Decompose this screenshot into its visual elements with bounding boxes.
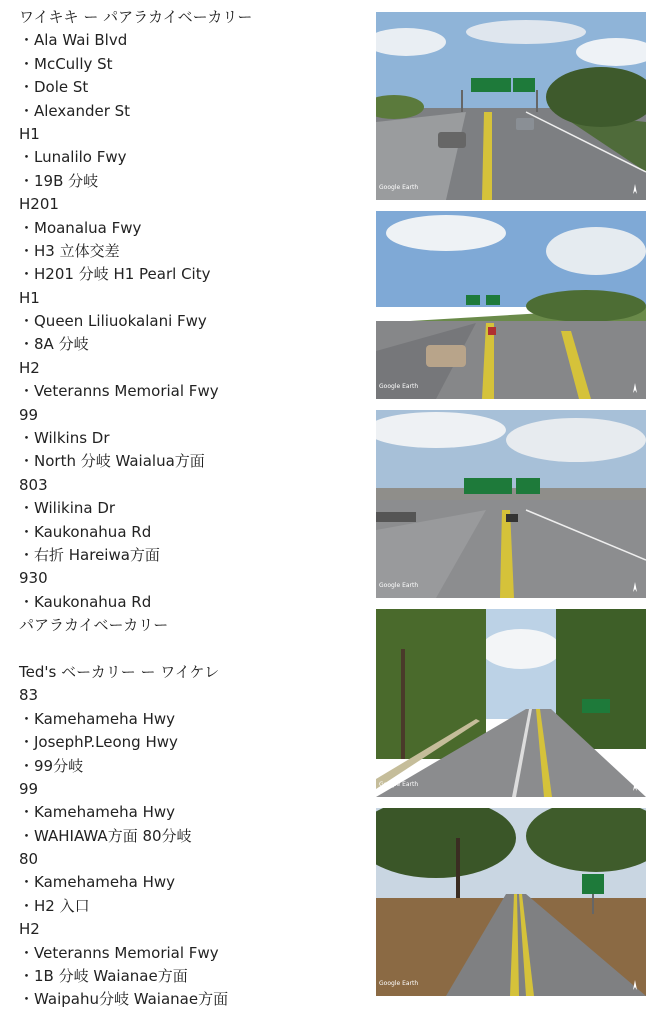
route-line: ・Wilkins Dr bbox=[19, 429, 110, 448]
compass-icon bbox=[630, 781, 640, 791]
route-line: ・Dole St bbox=[19, 78, 89, 97]
google-earth-watermark: Google Earth bbox=[379, 781, 419, 788]
compass-icon bbox=[630, 184, 640, 194]
compass-icon bbox=[630, 383, 640, 393]
route-line: 80 bbox=[19, 850, 39, 869]
route-line: ・8A 分岐 bbox=[19, 335, 89, 354]
route-line: ・Ala Wai Blvd bbox=[19, 31, 128, 50]
route-line: ・Moanalua Fwy bbox=[19, 218, 142, 237]
route-line: ・Veteranns Memorial Fwy bbox=[19, 382, 219, 401]
street-view-photo-4 bbox=[376, 609, 646, 797]
route-line: ・McCully St bbox=[19, 54, 113, 73]
google-earth-watermark: Google Earth bbox=[379, 582, 419, 589]
route-line: ・Waipahu分岐 Waianae方面 bbox=[19, 990, 229, 1009]
route-line: ・右折 Hareiwa方面 bbox=[19, 545, 160, 564]
google-earth-watermark: Google Earth bbox=[379, 980, 419, 987]
route-line: ・WAHIAWA方面 80分岐 bbox=[19, 826, 192, 845]
google-earth-watermark: Google Earth bbox=[379, 184, 419, 191]
google-earth-watermark: Google Earth bbox=[379, 383, 419, 390]
route-line: パアラカイベーカリー bbox=[19, 616, 169, 635]
route-line: H201 bbox=[19, 195, 59, 214]
route-line bbox=[19, 638, 359, 661]
route-line: ・Lunalilo Fwy bbox=[19, 148, 127, 167]
street-view-photo-3 bbox=[376, 410, 646, 598]
route-line: 83 bbox=[19, 686, 39, 705]
route-line: H2 bbox=[19, 920, 40, 939]
route-line: Ted's ベーカリー ー ワイケレ bbox=[19, 662, 220, 681]
route-line: H1 bbox=[19, 288, 40, 307]
route-text-list bbox=[19, 6, 359, 1012]
route-line: ・Wilikina Dr bbox=[19, 499, 116, 518]
route-line: H1 bbox=[19, 124, 40, 143]
route-line: ・Kamehameha Hwy bbox=[19, 709, 176, 728]
route-line: ・Kaukonahua Rd bbox=[19, 522, 152, 541]
route-line: ワイキキ ー パアラカイベーカリー bbox=[19, 8, 253, 26]
route-line: ・H2 入口 bbox=[19, 896, 90, 915]
street-view-photo-1 bbox=[376, 12, 646, 200]
route-line: 930 bbox=[19, 569, 48, 588]
compass-icon bbox=[630, 582, 640, 592]
street-view-photo-2 bbox=[376, 211, 646, 399]
route-line: ・H201 分岐 H1 Pearl City bbox=[19, 265, 211, 284]
route-line: ・Kaukonahua Rd bbox=[19, 592, 152, 611]
route-line: ・H3 立体交差 bbox=[19, 241, 120, 260]
route-line: ・19B 分岐 bbox=[19, 171, 99, 190]
route-line: ・Veteranns Memorial Fwy bbox=[19, 943, 219, 962]
route-line: ・North 分岐 Waialua方面 bbox=[19, 452, 205, 471]
route-line: ・Queen Liliuokalani Fwy bbox=[19, 312, 207, 331]
route-line: 803 bbox=[19, 475, 48, 494]
street-view-photos bbox=[376, 12, 646, 1007]
street-view-photo-5 bbox=[376, 808, 646, 996]
route-line: ・Alexander St bbox=[19, 101, 131, 120]
route-line: ・Kamehameha Hwy bbox=[19, 803, 176, 822]
route-line: ・JosephP.Leong Hwy bbox=[19, 733, 178, 752]
route-line: 99 bbox=[19, 405, 39, 424]
route-line: H2 bbox=[19, 358, 40, 377]
route-line: ・1B 分岐 Waianae方面 bbox=[19, 967, 188, 986]
route-line: ・99分岐 bbox=[19, 756, 84, 775]
route-line: ・Kamehameha Hwy bbox=[19, 873, 176, 892]
route-line: 99 bbox=[19, 779, 39, 798]
compass-icon bbox=[630, 980, 640, 990]
